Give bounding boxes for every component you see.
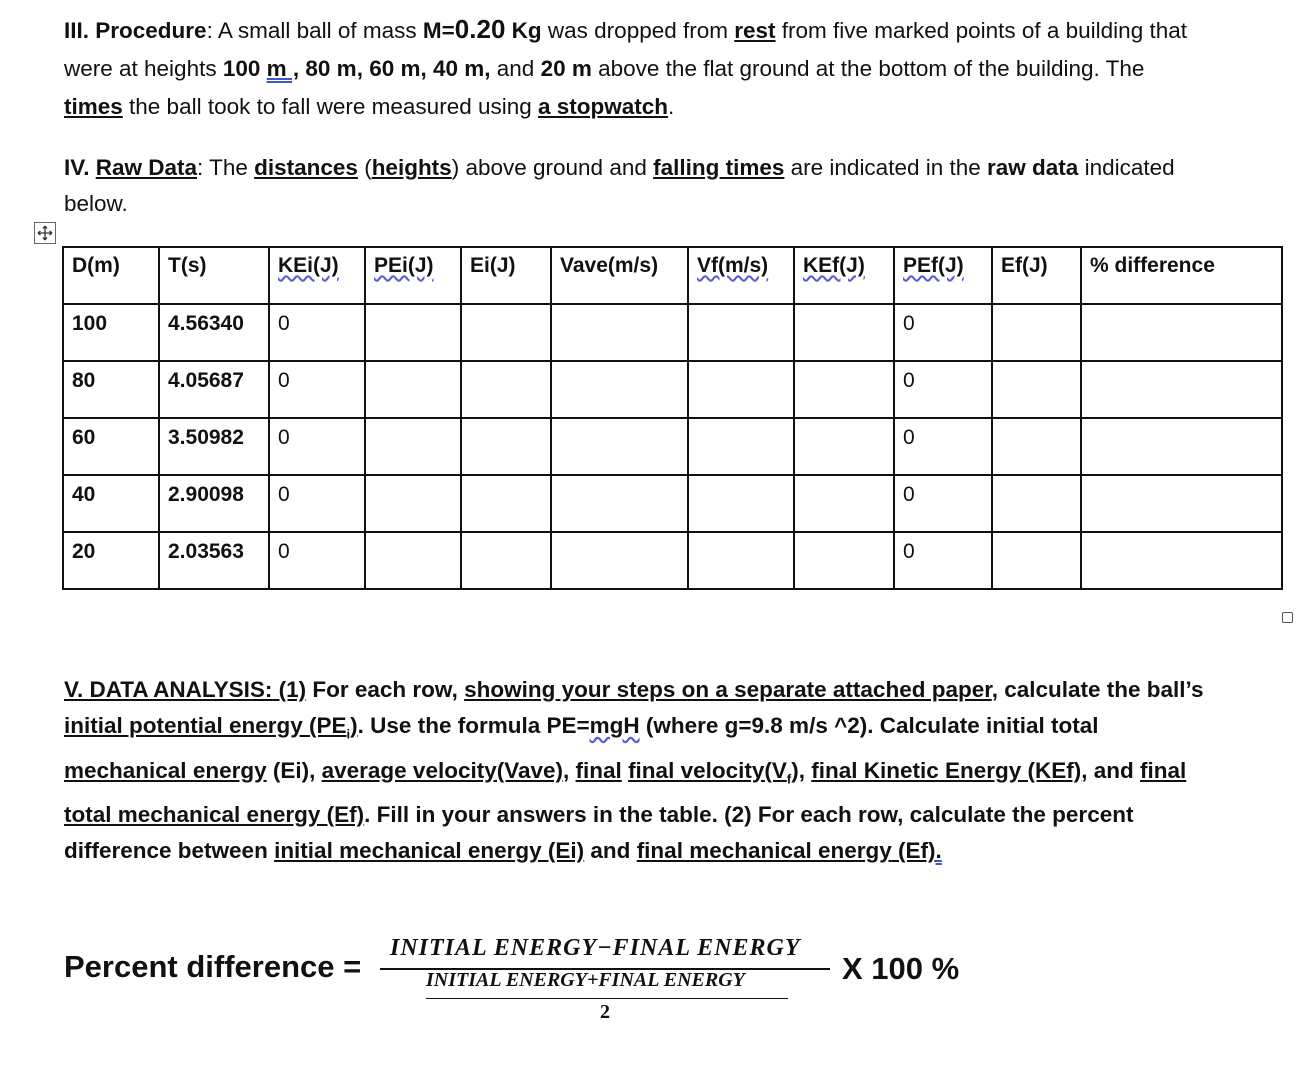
raw-data-paragraph: IV. Raw Data: The distances (heights) above ground and falling times are indicated in the raw data indicated below. — [64, 155, 1175, 216]
raw-data-label: Raw Data — [95, 155, 197, 180]
cell-ei[interactable] — [461, 532, 551, 589]
cell-kef[interactable] — [794, 532, 894, 589]
header-pei: PEi(J) — [365, 247, 461, 304]
cell-percent-difference[interactable] — [1081, 475, 1282, 532]
cell-d[interactable]: 60 — [63, 418, 159, 475]
cell-kef[interactable] — [794, 418, 894, 475]
header-ef: Ef(J) — [992, 247, 1081, 304]
table-resize-handle[interactable] — [1282, 612, 1293, 623]
table-row — [63, 304, 1282, 361]
cell-vf[interactable] — [688, 418, 794, 475]
cell-ei[interactable] — [461, 304, 551, 361]
cell-ei[interactable] — [461, 418, 551, 475]
procedure-paragraph: III. Procedure: A small ball of mass M=0.20 Kg was dropped from rest from five marked points of a building that were at heights 100 m , 80 m, 60 m, 40 m, and 20 m above the flat ground at the bottom of the building. The times the ball took to fall were measured using a stopwatch. — [64, 14, 1187, 119]
cell-kef[interactable] — [794, 361, 894, 418]
table-row — [63, 418, 1282, 475]
table-move-handle[interactable] — [34, 222, 56, 244]
denominator-fraction-bar — [426, 998, 788, 999]
cell-ef[interactable] — [992, 304, 1081, 361]
cell-ef[interactable] — [992, 418, 1081, 475]
cell-t[interactable]: 2.03563 — [159, 532, 269, 589]
table-row — [63, 361, 1282, 418]
cell-pef[interactable]: 0 — [894, 532, 992, 589]
header-ei: Ei(J) — [461, 247, 551, 304]
cell-d[interactable]: 40 — [63, 475, 159, 532]
cell-t[interactable]: 2.90098 — [159, 475, 269, 532]
procedure-label: III. Procedure — [64, 18, 207, 43]
cell-pei[interactable] — [365, 361, 461, 418]
cell-d[interactable]: 80 — [63, 361, 159, 418]
table-row — [63, 475, 1282, 532]
header-t: T(s) — [159, 247, 269, 304]
table-header-row — [63, 247, 1282, 304]
formula-label: Percent difference = — [64, 949, 362, 984]
cell-d[interactable]: 100 — [63, 304, 159, 361]
cell-percent-difference[interactable] — [1081, 304, 1282, 361]
header-kei: KEi(J) — [269, 247, 365, 304]
raw-data-table — [62, 246, 1283, 590]
cell-vave[interactable] — [551, 418, 688, 475]
analysis-label: V. DATA ANALYSIS: — [64, 677, 273, 702]
cell-kei[interactable]: 0 — [269, 532, 365, 589]
move-icon — [37, 225, 53, 241]
cell-ef[interactable] — [992, 475, 1081, 532]
header-vf: Vf(m/s) — [688, 247, 794, 304]
formula-denominator-top: INITIAL ENERGY+FINAL ENERGY — [426, 969, 745, 991]
cell-kei[interactable]: 0 — [269, 361, 365, 418]
formula-multiplier: X 100 % — [842, 951, 960, 986]
cell-vf[interactable] — [688, 361, 794, 418]
cell-pei[interactable] — [365, 532, 461, 589]
cell-ei[interactable] — [461, 361, 551, 418]
cell-pef[interactable]: 0 — [894, 418, 992, 475]
cell-vf[interactable] — [688, 532, 794, 589]
header-d: D(m) — [63, 247, 159, 304]
cell-kei[interactable]: 0 — [269, 304, 365, 361]
data-analysis-paragraph: V. DATA ANALYSIS: (1) For each row, showing your steps on a separate attached paper, calculate the ball’s initial potential energy $(PE_i)$. Use the formula PE=mgH (where g=9.8 m/s ^2). Calculate initial total mechanical energy (Ei), average velocity(Vave), final final $velocity(V_f)$, final Kinetic Energy (KEf), and final total mechanical energy (Ef). Fill in your answers in the table. (2) For each row, calculate the percent difference between initial mechanical energy (Ei) and final mechanical energy (Ef). — [64, 677, 1204, 863]
formula-denominator-bottom: 2 — [600, 1001, 610, 1023]
cell-pei[interactable] — [365, 475, 461, 532]
cell-pef[interactable]: 0 — [894, 475, 992, 532]
cell-percent-difference[interactable] — [1081, 361, 1282, 418]
table-row — [63, 532, 1282, 589]
cell-vave[interactable] — [551, 532, 688, 589]
percent-difference-formula — [64, 935, 1064, 1035]
formula-numerator: INITIAL ENERGY−FINAL ENERGY — [390, 935, 801, 961]
cell-kef[interactable] — [794, 475, 894, 532]
cell-ei[interactable] — [461, 475, 551, 532]
header-kef: KEf(J) — [794, 247, 894, 304]
cell-kef[interactable] — [794, 304, 894, 361]
cell-t[interactable]: 4.05687 — [159, 361, 269, 418]
cell-pei[interactable] — [365, 304, 461, 361]
cell-t[interactable]: 4.56340 — [159, 304, 269, 361]
cell-pei[interactable] — [365, 418, 461, 475]
cell-percent-difference[interactable] — [1081, 532, 1282, 589]
cell-vave[interactable] — [551, 304, 688, 361]
cell-pef[interactable]: 0 — [894, 361, 992, 418]
cell-vf[interactable] — [688, 475, 794, 532]
cell-percent-difference[interactable] — [1081, 418, 1282, 475]
cell-d[interactable]: 20 — [63, 532, 159, 589]
cell-t[interactable]: 3.50982 — [159, 418, 269, 475]
cell-vf[interactable] — [688, 304, 794, 361]
cell-ef[interactable] — [992, 361, 1081, 418]
cell-kei[interactable]: 0 — [269, 475, 365, 532]
header-pef: PEf(J) — [894, 247, 992, 304]
cell-vave[interactable] — [551, 361, 688, 418]
cell-ef[interactable] — [992, 532, 1081, 589]
header-vave: Vave(m/s) — [551, 247, 688, 304]
cell-kei[interactable]: 0 — [269, 418, 365, 475]
header-percent-difference: % difference — [1081, 247, 1282, 304]
cell-vave[interactable] — [551, 475, 688, 532]
cell-pef[interactable]: 0 — [894, 304, 992, 361]
